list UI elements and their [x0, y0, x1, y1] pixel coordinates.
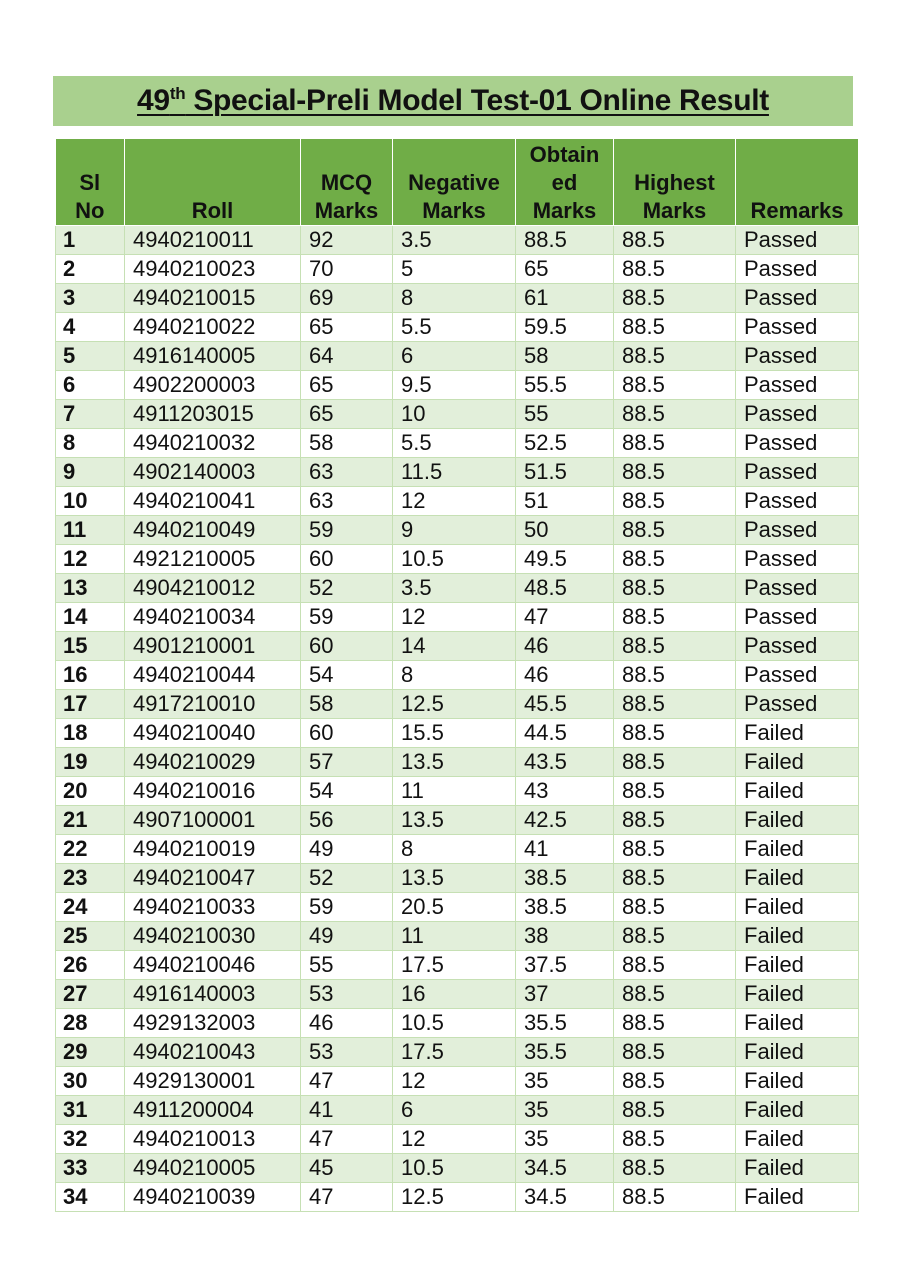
cell-sl-no: 9: [56, 457, 125, 486]
cell-sl-no: 18: [56, 718, 125, 747]
cell-obtained-marks: 51: [516, 486, 614, 515]
cell-negative-marks: 13.5: [393, 747, 516, 776]
cell-sl-no: 24: [56, 892, 125, 921]
cell-sl-no: 6: [56, 370, 125, 399]
cell-remarks: Failed: [736, 892, 859, 921]
cell-sl-no: 5: [56, 341, 125, 370]
cell-mcq-marks: 60: [301, 544, 393, 573]
cell-mcq-marks: 41: [301, 1095, 393, 1124]
cell-roll: 4940210046: [125, 950, 301, 979]
cell-negative-marks: 11: [393, 776, 516, 805]
cell-highest-marks: 88.5: [614, 631, 736, 660]
cell-remarks: Passed: [736, 370, 859, 399]
cell-roll: 4940210032: [125, 428, 301, 457]
cell-roll: 4929132003: [125, 1008, 301, 1037]
cell-negative-marks: 12.5: [393, 1182, 516, 1211]
header-obtained-marks: Obtain ed Marks: [516, 139, 614, 225]
cell-remarks: Failed: [736, 747, 859, 776]
cell-remarks: Passed: [736, 254, 859, 283]
table-body: [56, 225, 859, 1211]
cell-sl-no: 33: [56, 1153, 125, 1182]
cell-roll: 4940210043: [125, 1037, 301, 1066]
cell-mcq-marks: 65: [301, 312, 393, 341]
cell-obtained-marks: 38.5: [516, 892, 614, 921]
cell-negative-marks: 6: [393, 1095, 516, 1124]
table-row: [56, 602, 859, 631]
cell-remarks: Failed: [736, 776, 859, 805]
cell-mcq-marks: 54: [301, 776, 393, 805]
cell-obtained-marks: 42.5: [516, 805, 614, 834]
cell-remarks: Passed: [736, 602, 859, 631]
cell-remarks: Failed: [736, 1037, 859, 1066]
table-row: [56, 457, 859, 486]
cell-highest-marks: 88.5: [614, 776, 736, 805]
cell-roll: 4911203015: [125, 399, 301, 428]
table-row: [56, 544, 859, 573]
cell-sl-no: 7: [56, 399, 125, 428]
cell-highest-marks: 88.5: [614, 747, 736, 776]
table-row: [56, 1037, 859, 1066]
cell-highest-marks: 88.5: [614, 254, 736, 283]
cell-negative-marks: 3.5: [393, 225, 516, 254]
cell-mcq-marks: 70: [301, 254, 393, 283]
cell-negative-marks: 8: [393, 283, 516, 312]
cell-negative-marks: 12: [393, 602, 516, 631]
cell-highest-marks: 88.5: [614, 718, 736, 747]
table-row: [56, 1153, 859, 1182]
cell-mcq-marks: 57: [301, 747, 393, 776]
cell-negative-marks: 12.5: [393, 689, 516, 718]
table-row: [56, 834, 859, 863]
cell-sl-no: 27: [56, 979, 125, 1008]
table-row: [56, 805, 859, 834]
table-row: [56, 1095, 859, 1124]
cell-roll: 4940210013: [125, 1124, 301, 1153]
cell-sl-no: 30: [56, 1066, 125, 1095]
cell-sl-no: 28: [56, 1008, 125, 1037]
cell-negative-marks: 20.5: [393, 892, 516, 921]
cell-roll: 4901210001: [125, 631, 301, 660]
cell-highest-marks: 88.5: [614, 486, 736, 515]
cell-sl-no: 22: [56, 834, 125, 863]
table-row: [56, 573, 859, 602]
cell-remarks: Passed: [736, 341, 859, 370]
cell-obtained-marks: 49.5: [516, 544, 614, 573]
cell-negative-marks: 5.5: [393, 312, 516, 341]
cell-sl-no: 11: [56, 515, 125, 544]
cell-obtained-marks: 55.5: [516, 370, 614, 399]
table-row: [56, 1008, 859, 1037]
cell-mcq-marks: 59: [301, 515, 393, 544]
cell-negative-marks: 12: [393, 1066, 516, 1095]
cell-negative-marks: 8: [393, 660, 516, 689]
cell-remarks: Passed: [736, 457, 859, 486]
cell-highest-marks: 88.5: [614, 457, 736, 486]
cell-mcq-marks: 45: [301, 1153, 393, 1182]
cell-roll: 4940210011: [125, 225, 301, 254]
header-roll: Roll: [125, 139, 301, 225]
cell-mcq-marks: 47: [301, 1124, 393, 1153]
cell-highest-marks: 88.5: [614, 805, 736, 834]
cell-mcq-marks: 59: [301, 602, 393, 631]
cell-negative-marks: 5: [393, 254, 516, 283]
cell-remarks: Failed: [736, 1095, 859, 1124]
cell-obtained-marks: 48.5: [516, 573, 614, 602]
cell-highest-marks: 88.5: [614, 225, 736, 254]
cell-highest-marks: 88.5: [614, 689, 736, 718]
cell-sl-no: 32: [56, 1124, 125, 1153]
cell-negative-marks: 9.5: [393, 370, 516, 399]
header-mcq-marks: MCQ Marks: [301, 139, 393, 225]
cell-sl-no: 29: [56, 1037, 125, 1066]
cell-roll: 4940210023: [125, 254, 301, 283]
cell-roll: 4902140003: [125, 457, 301, 486]
table-row: [56, 312, 859, 341]
table-row: [56, 341, 859, 370]
cell-roll: 4940210015: [125, 283, 301, 312]
cell-obtained-marks: 35: [516, 1066, 614, 1095]
cell-remarks: Passed: [736, 312, 859, 341]
cell-obtained-marks: 34.5: [516, 1182, 614, 1211]
cell-mcq-marks: 58: [301, 428, 393, 457]
cell-mcq-marks: 47: [301, 1066, 393, 1095]
cell-negative-marks: 11: [393, 921, 516, 950]
cell-sl-no: 19: [56, 747, 125, 776]
cell-negative-marks: 3.5: [393, 573, 516, 602]
cell-mcq-marks: 63: [301, 457, 393, 486]
cell-roll: 4921210005: [125, 544, 301, 573]
cell-sl-no: 17: [56, 689, 125, 718]
header-sl-no: Sl No: [56, 139, 125, 225]
cell-negative-marks: 6: [393, 341, 516, 370]
cell-mcq-marks: 64: [301, 341, 393, 370]
cell-remarks: Passed: [736, 399, 859, 428]
cell-obtained-marks: 34.5: [516, 1153, 614, 1182]
cell-negative-marks: 17.5: [393, 1037, 516, 1066]
cell-mcq-marks: 69: [301, 283, 393, 312]
cell-obtained-marks: 51.5: [516, 457, 614, 486]
cell-negative-marks: 12: [393, 486, 516, 515]
cell-roll: 4940210034: [125, 602, 301, 631]
cell-remarks: Passed: [736, 486, 859, 515]
cell-negative-marks: 13.5: [393, 805, 516, 834]
cell-roll: 4940210029: [125, 747, 301, 776]
cell-remarks: Failed: [736, 921, 859, 950]
cell-sl-no: 2: [56, 254, 125, 283]
cell-remarks: Failed: [736, 834, 859, 863]
cell-mcq-marks: 56: [301, 805, 393, 834]
cell-highest-marks: 88.5: [614, 1095, 736, 1124]
cell-mcq-marks: 52: [301, 573, 393, 602]
cell-mcq-marks: 47: [301, 1182, 393, 1211]
cell-obtained-marks: 52.5: [516, 428, 614, 457]
cell-mcq-marks: 59: [301, 892, 393, 921]
cell-obtained-marks: 45.5: [516, 689, 614, 718]
cell-highest-marks: 88.5: [614, 341, 736, 370]
cell-highest-marks: 88.5: [614, 1124, 736, 1153]
cell-roll: 4907100001: [125, 805, 301, 834]
cell-obtained-marks: 38.5: [516, 863, 614, 892]
cell-obtained-marks: 44.5: [516, 718, 614, 747]
cell-remarks: Failed: [736, 1066, 859, 1095]
table-row: [56, 631, 859, 660]
cell-negative-marks: 12: [393, 1124, 516, 1153]
table-row: [56, 1066, 859, 1095]
cell-remarks: Failed: [736, 950, 859, 979]
cell-roll: 4911200004: [125, 1095, 301, 1124]
cell-highest-marks: 88.5: [614, 1066, 736, 1095]
cell-obtained-marks: 61: [516, 283, 614, 312]
cell-remarks: Passed: [736, 573, 859, 602]
table-row: [56, 979, 859, 1008]
cell-negative-marks: 8: [393, 834, 516, 863]
cell-remarks: Failed: [736, 863, 859, 892]
cell-negative-marks: 16: [393, 979, 516, 1008]
cell-obtained-marks: 47: [516, 602, 614, 631]
results-table: [55, 139, 859, 1212]
cell-highest-marks: 88.5: [614, 1037, 736, 1066]
cell-obtained-marks: 46: [516, 660, 614, 689]
cell-roll: 4940210022: [125, 312, 301, 341]
title-superscript: th: [169, 84, 186, 103]
cell-remarks: Failed: [736, 979, 859, 1008]
cell-highest-marks: 88.5: [614, 370, 736, 399]
cell-roll: 4940210039: [125, 1182, 301, 1211]
cell-roll: 4940210016: [125, 776, 301, 805]
header-negative-marks: Negative Marks: [393, 139, 516, 225]
cell-sl-no: 13: [56, 573, 125, 602]
table-row: [56, 428, 859, 457]
cell-roll: 4940210044: [125, 660, 301, 689]
cell-sl-no: 10: [56, 486, 125, 515]
cell-negative-marks: 5.5: [393, 428, 516, 457]
cell-roll: 4940210019: [125, 834, 301, 863]
cell-negative-marks: 15.5: [393, 718, 516, 747]
cell-remarks: Failed: [736, 1008, 859, 1037]
cell-mcq-marks: 92: [301, 225, 393, 254]
cell-highest-marks: 88.5: [614, 1008, 736, 1037]
title-prefix: 49: [137, 84, 170, 117]
cell-remarks: Passed: [736, 428, 859, 457]
cell-sl-no: 1: [56, 225, 125, 254]
table-row: [56, 370, 859, 399]
cell-mcq-marks: 53: [301, 1037, 393, 1066]
table-row: [56, 515, 859, 544]
cell-remarks: Passed: [736, 515, 859, 544]
cell-obtained-marks: 43.5: [516, 747, 614, 776]
cell-obtained-marks: 38: [516, 921, 614, 950]
cell-mcq-marks: 60: [301, 718, 393, 747]
cell-obtained-marks: 58: [516, 341, 614, 370]
table-row: [56, 689, 859, 718]
cell-obtained-marks: 35.5: [516, 1008, 614, 1037]
cell-roll: 4940210030: [125, 921, 301, 950]
table-header-row: [56, 139, 859, 225]
cell-sl-no: 20: [56, 776, 125, 805]
cell-remarks: Passed: [736, 283, 859, 312]
cell-remarks: Passed: [736, 225, 859, 254]
cell-sl-no: 8: [56, 428, 125, 457]
cell-highest-marks: 88.5: [614, 283, 736, 312]
cell-remarks: Passed: [736, 544, 859, 573]
cell-sl-no: 16: [56, 660, 125, 689]
cell-sl-no: 34: [56, 1182, 125, 1211]
cell-remarks: Passed: [736, 631, 859, 660]
cell-obtained-marks: 35: [516, 1124, 614, 1153]
cell-highest-marks: 88.5: [614, 892, 736, 921]
cell-negative-marks: 10: [393, 399, 516, 428]
cell-highest-marks: 88.5: [614, 921, 736, 950]
cell-mcq-marks: 55: [301, 950, 393, 979]
cell-highest-marks: 88.5: [614, 312, 736, 341]
cell-sl-no: 23: [56, 863, 125, 892]
table-row: [56, 1182, 859, 1211]
table-row: [56, 660, 859, 689]
table-row: [56, 718, 859, 747]
cell-sl-no: 12: [56, 544, 125, 573]
cell-negative-marks: 17.5: [393, 950, 516, 979]
cell-obtained-marks: 46: [516, 631, 614, 660]
table-row: [56, 921, 859, 950]
cell-roll: 4916140003: [125, 979, 301, 1008]
cell-remarks: Failed: [736, 1153, 859, 1182]
cell-obtained-marks: 59.5: [516, 312, 614, 341]
cell-roll: 4916140005: [125, 341, 301, 370]
cell-sl-no: 15: [56, 631, 125, 660]
cell-sl-no: 4: [56, 312, 125, 341]
table-row: [56, 950, 859, 979]
page-title: [137, 84, 769, 118]
cell-highest-marks: 88.5: [614, 863, 736, 892]
cell-remarks: Failed: [736, 1124, 859, 1153]
cell-mcq-marks: 46: [301, 1008, 393, 1037]
cell-negative-marks: 11.5: [393, 457, 516, 486]
cell-mcq-marks: 49: [301, 921, 393, 950]
cell-negative-marks: 10.5: [393, 544, 516, 573]
table-row: [56, 225, 859, 254]
cell-mcq-marks: 49: [301, 834, 393, 863]
table-row: [56, 776, 859, 805]
cell-mcq-marks: 63: [301, 486, 393, 515]
cell-obtained-marks: 37: [516, 979, 614, 1008]
table-row: [56, 892, 859, 921]
header-remarks: Remarks: [736, 139, 859, 225]
cell-mcq-marks: 52: [301, 863, 393, 892]
cell-obtained-marks: 88.5: [516, 225, 614, 254]
table-row: [56, 863, 859, 892]
cell-roll: 4904210012: [125, 573, 301, 602]
cell-highest-marks: 88.5: [614, 1153, 736, 1182]
table-row: [56, 254, 859, 283]
title-main: Special-Preli Model Test-01 Online Result: [185, 84, 769, 117]
table-row: [56, 283, 859, 312]
cell-roll: 4940210033: [125, 892, 301, 921]
cell-roll: 4917210010: [125, 689, 301, 718]
cell-mcq-marks: 53: [301, 979, 393, 1008]
cell-highest-marks: 88.5: [614, 660, 736, 689]
cell-obtained-marks: 35.5: [516, 1037, 614, 1066]
cell-sl-no: 31: [56, 1095, 125, 1124]
cell-roll: 4929130001: [125, 1066, 301, 1095]
cell-negative-marks: 9: [393, 515, 516, 544]
cell-roll: 4940210040: [125, 718, 301, 747]
table-row: [56, 1124, 859, 1153]
cell-sl-no: 25: [56, 921, 125, 950]
cell-remarks: Passed: [736, 689, 859, 718]
cell-mcq-marks: 54: [301, 660, 393, 689]
cell-negative-marks: 14: [393, 631, 516, 660]
header-highest-marks: Highest Marks: [614, 139, 736, 225]
cell-negative-marks: 10.5: [393, 1153, 516, 1182]
cell-obtained-marks: 50: [516, 515, 614, 544]
cell-sl-no: 14: [56, 602, 125, 631]
cell-obtained-marks: 41: [516, 834, 614, 863]
cell-remarks: Failed: [736, 805, 859, 834]
table-row: [56, 399, 859, 428]
cell-mcq-marks: 58: [301, 689, 393, 718]
cell-negative-marks: 13.5: [393, 863, 516, 892]
cell-highest-marks: 88.5: [614, 573, 736, 602]
cell-obtained-marks: 55: [516, 399, 614, 428]
cell-mcq-marks: 65: [301, 370, 393, 399]
cell-highest-marks: 88.5: [614, 602, 736, 631]
cell-roll: 4940210047: [125, 863, 301, 892]
cell-highest-marks: 88.5: [614, 1182, 736, 1211]
cell-negative-marks: 10.5: [393, 1008, 516, 1037]
cell-obtained-marks: 65: [516, 254, 614, 283]
cell-roll: 4902200003: [125, 370, 301, 399]
cell-highest-marks: 88.5: [614, 544, 736, 573]
cell-highest-marks: 88.5: [614, 979, 736, 1008]
cell-sl-no: 26: [56, 950, 125, 979]
cell-roll: 4940210049: [125, 515, 301, 544]
cell-highest-marks: 88.5: [614, 428, 736, 457]
cell-remarks: Failed: [736, 1182, 859, 1211]
cell-highest-marks: 88.5: [614, 834, 736, 863]
cell-highest-marks: 88.5: [614, 399, 736, 428]
cell-highest-marks: 88.5: [614, 950, 736, 979]
cell-roll: 4940210041: [125, 486, 301, 515]
cell-mcq-marks: 60: [301, 631, 393, 660]
cell-highest-marks: 88.5: [614, 515, 736, 544]
cell-sl-no: 21: [56, 805, 125, 834]
title-banner: [53, 76, 853, 126]
table-row: [56, 486, 859, 515]
cell-obtained-marks: 37.5: [516, 950, 614, 979]
cell-roll: 4940210005: [125, 1153, 301, 1182]
cell-mcq-marks: 65: [301, 399, 393, 428]
cell-remarks: Passed: [736, 660, 859, 689]
cell-remarks: Failed: [736, 718, 859, 747]
cell-obtained-marks: 43: [516, 776, 614, 805]
cell-obtained-marks: 35: [516, 1095, 614, 1124]
cell-sl-no: 3: [56, 283, 125, 312]
table-row: [56, 747, 859, 776]
